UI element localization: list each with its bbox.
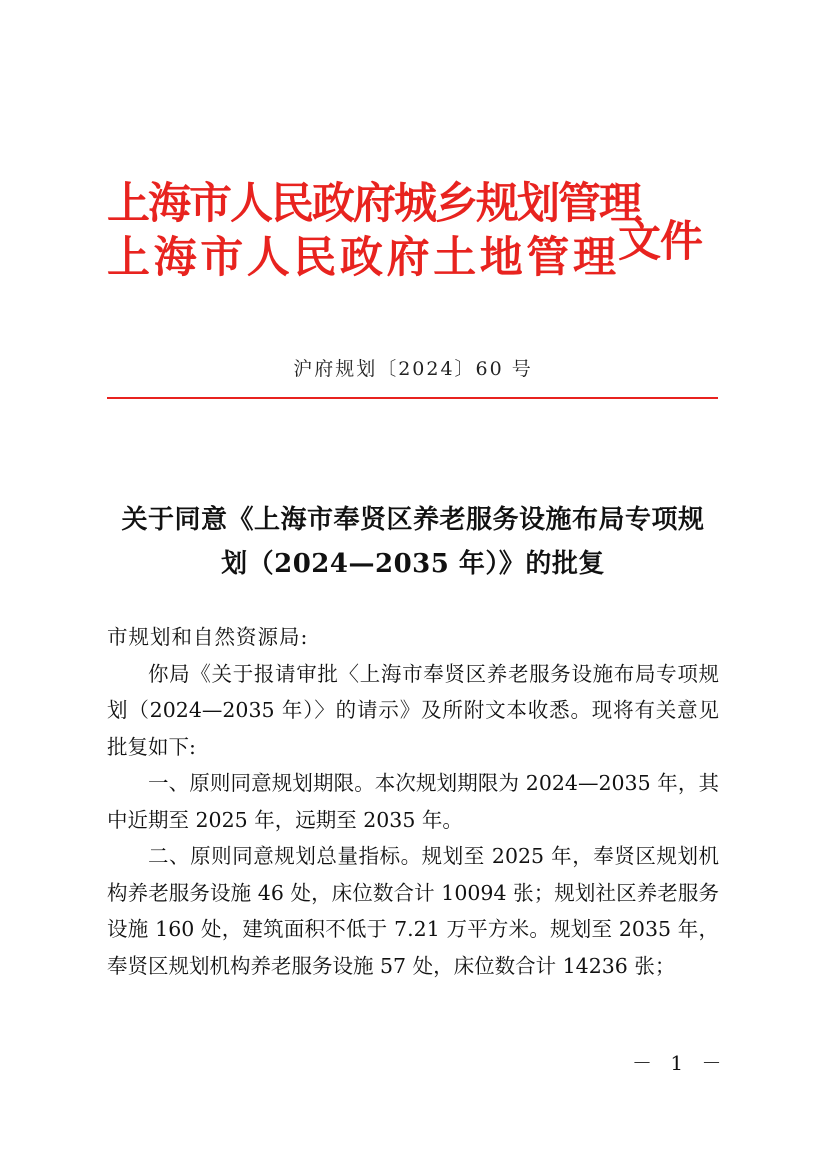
issuing-authority-2: 上海市人民政府土地管理 xyxy=(107,233,620,283)
issuing-authority-1: 上海市人民政府城乡规划管理 xyxy=(107,179,640,229)
title-line-2: 划（2024—2035 年）》的批复 xyxy=(221,549,605,579)
document-body xyxy=(107,619,719,984)
document-number: 沪府规划〔2024〕60 号 xyxy=(293,358,533,380)
page-number: － 1 － xyxy=(632,1051,728,1075)
paragraph: 一、原则同意规划期限。本次规划期限为 2024—2035 年，其中近期至 2025 年，远期至 2035 年。 xyxy=(107,771,719,832)
title-line-1: 关于同意《上海市奉贤区养老服务设施布局专项规 xyxy=(121,505,705,535)
salutation: 市规划和自然资源局: xyxy=(107,625,309,649)
paragraph: 你局《关于报请审批〈上海市奉贤区养老服务设施布局专项规划（2024—2035 年）〉的请示》及所附文本收悉。现将有关意见批复如下: xyxy=(107,661,719,759)
issuing-authorities xyxy=(107,179,640,283)
paragraph: 二、原则同意规划总量指标。规划至 2025 年，奉贤区规划机构养老服务设施 46 处，床位数合计 10094 张；规划社区养老服务设施 160 处，建筑面积不低于 7.21 万平方米。规划至 2035 年，奉贤区规划机构养老服务设施 57 处，床位数合计 14236 张； xyxy=(107,844,719,978)
document-title xyxy=(100,498,726,586)
red-divider-line xyxy=(107,397,718,399)
document-type-label: 文件 xyxy=(618,217,702,267)
